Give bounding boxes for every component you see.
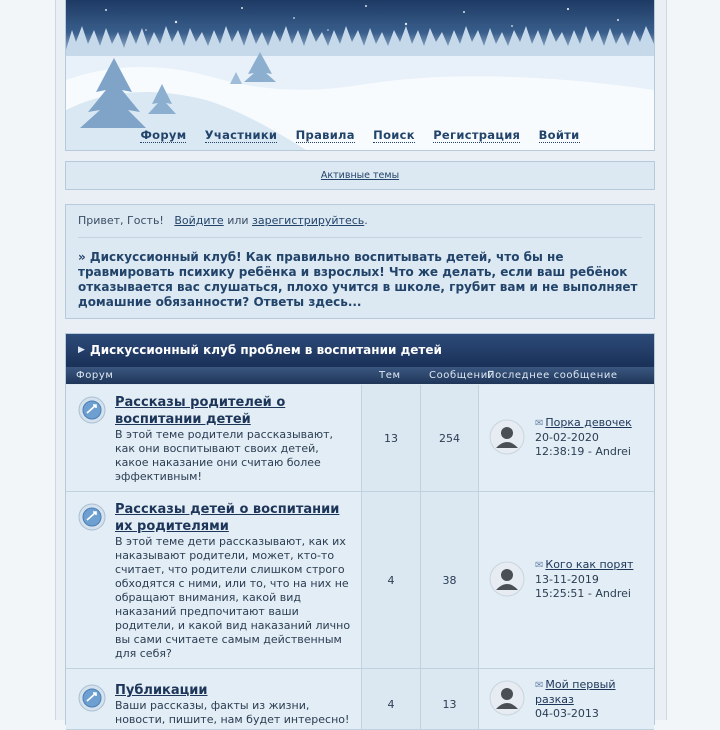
user-avatar-icon [489,561,525,597]
last-post-time-author: 12:38:19 - Andrei [535,445,631,458]
greeting-text: Привет, Гость! [78,214,164,227]
last-post-info [535,678,650,721]
forum-description: В этой теме родители рассказывают, как они воспитывают своих детей, какое наказание они считаю более эффективным! [115,428,334,483]
topics-count-cell [362,385,421,491]
topics-count: 4 [387,698,395,711]
envelope-icon: ✉ [535,560,544,571]
forum-info-cell [66,492,362,668]
forum-status-icon [78,396,106,424]
col-forum: Форум [76,370,114,381]
forum-title-link[interactable]: Публикации [115,683,208,698]
main-navigation [66,128,654,146]
category-header [66,334,654,367]
forum-status-icon [78,684,106,712]
nav-login-link[interactable]: Войти [538,128,580,142]
last-post-cell [479,385,654,491]
column-headers [66,367,654,384]
nav-forum-link[interactable]: Форум [140,128,187,142]
greeting-line [78,214,368,227]
forum-status-icon [78,503,106,531]
greeting-dot: . [364,214,368,227]
posts-count-cell [421,492,479,668]
last-post-link[interactable]: Кого как порят [545,558,634,571]
forum-info-cell [66,385,362,491]
collapse-arrow-icon[interactable]: ▶ [78,345,85,355]
nav-search-link[interactable]: Поиск [373,128,415,142]
nav-members-link[interactable]: Участники [204,128,278,142]
greeting-or: или [227,214,249,227]
user-avatar-icon [489,680,525,716]
topics-count: 4 [387,574,395,587]
welcome-box [65,204,655,319]
posts-count: 13 [442,698,457,711]
forum-row [66,669,654,730]
active-topics-bar [65,161,655,190]
posts-count-cell [421,669,479,729]
last-post-date: 13-11-2019 [535,573,599,586]
posts-count: 254 [439,432,460,445]
topics-count: 13 [384,432,398,445]
last-post-date: 20-02-2020 [535,431,599,444]
col-last-post: Последнее сообщение [487,370,618,381]
forum-title-link[interactable]: Рассказы детей о воспитании их родителями [115,502,340,534]
topics-count-cell [362,669,421,729]
header-banner [65,0,655,151]
envelope-icon: ✉ [535,680,544,691]
col-posts: Сообщений [429,370,495,381]
forum-info-cell [66,669,362,729]
posts-count-cell [421,385,479,491]
last-post-link[interactable]: Мой первый разказ [535,678,616,706]
forum-description: Ваши рассказы, факты из жизни, новости, пишите, нам будет интересно! [115,699,350,726]
last-post-cell [479,492,654,668]
last-post-date: 04-03-2013 [535,707,599,720]
last-post-info [535,558,650,601]
last-post-time-author: 15:25:51 - Andrei [535,587,631,600]
announcement-text: » Дискуссионный клуб! Как правильно воспитывать детей, что бы не травмировать психику ребёнка и взрослых! Что же делать, если ваш ребёнок отказывается вас слушаться, плохо учится в школе, грубит вам и не выполняет домашние обязанности? Ответы здесь... [78,250,638,309]
category-title: Дискуссионный клуб проблем в воспитании детей [90,343,442,357]
forum-row [66,385,654,492]
last-post-info [535,416,650,459]
col-topics: Тем [379,370,401,381]
active-topics-link[interactable]: Активные темы [320,170,400,181]
envelope-icon: ✉ [535,418,544,429]
forum-description: В этой теме дети рассказывают, как их наказывают родители, может, кто-то считает, что родители слишком строго обходятся с ними, или то, что на них не обращают внимания, какой вид наказаний предпочитают ваши родители, и какой вид наказаний лично вы сами считаете самым действенным для себя? [115,535,351,660]
last-post-cell [479,669,654,729]
nav-register-link[interactable]: Регистрация [433,128,521,142]
user-avatar-icon [489,419,525,455]
divider [78,237,642,238]
nav-rules-link[interactable]: Правила [295,128,355,142]
last-post-link[interactable]: Порка девочек [545,416,632,429]
login-link[interactable]: Войдите [174,214,224,227]
forum-row [66,492,654,669]
topics-count-cell [362,492,421,668]
register-link[interactable]: зарегистрируйтесь [252,214,365,227]
forum-title-link[interactable]: Рассказы родителей о воспитании детей [115,395,286,427]
posts-count: 38 [442,574,457,587]
forum-category [65,333,655,725]
